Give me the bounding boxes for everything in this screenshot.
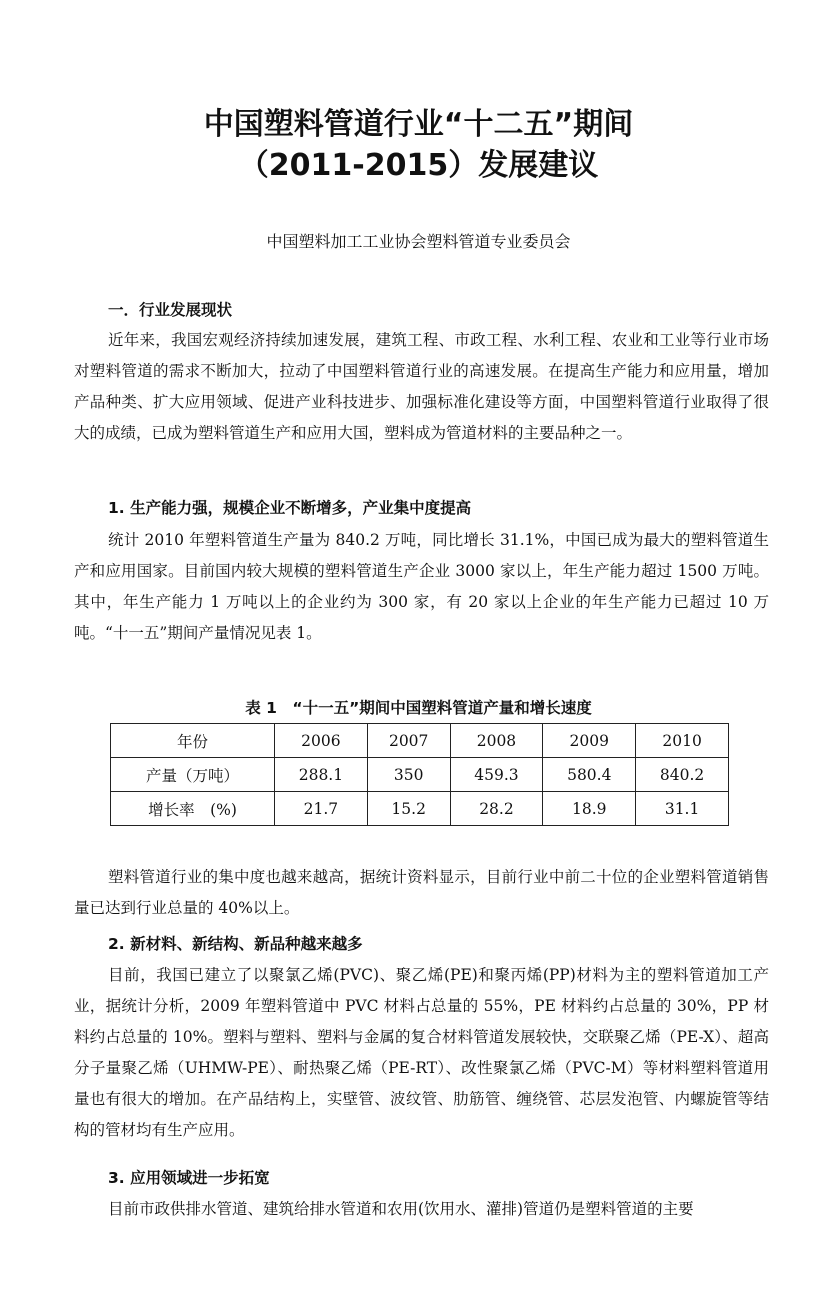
- subsection-3-heading: 3. 应用领域进一步拓宽: [108, 1169, 270, 1187]
- table-cell-output: 350: [367, 758, 450, 792]
- subsection-1-paragraph-2: 塑料管道行业的集中度也越来越高，据统计资料显示，目前行业中前二十位的企业塑料管道销售量已达到行业总量的 40%以上。: [74, 868, 769, 917]
- document-author: 中国塑料加工工业协会塑料管道专业委员会: [266, 232, 571, 251]
- table-cell-year: 2010: [636, 724, 729, 758]
- table-cell-growth: 31.1: [636, 792, 729, 826]
- table-cell-growth: 28.2: [450, 792, 543, 826]
- table-row-header: 年份: [111, 724, 275, 758]
- table-row-growth: [111, 792, 729, 826]
- subsection-2-heading: 2. 新材料、新结构、新品种越来越多: [108, 935, 363, 953]
- table-cell-output: 288.1: [275, 758, 368, 792]
- table-row-output: [111, 758, 729, 792]
- subsection-1-heading: 1. 生产能力强，规模企业不断增多，产业集中度提高: [108, 499, 472, 517]
- table-1-caption: 表 1 “十一五”期间中国塑料管道产量和增长速度: [245, 699, 592, 717]
- table-cell-output: 459.3: [450, 758, 543, 792]
- table-cell-year: 2007: [367, 724, 450, 758]
- production-table: [110, 723, 729, 826]
- table-row-header: 增长率 (%): [111, 792, 275, 826]
- table-cell-growth: 21.7: [275, 792, 368, 826]
- document-title-line-1: 中国塑料管道行业“十二五”期间: [203, 107, 634, 142]
- subsection-1-paragraph-1: 统计 2010 年塑料管道生产量为 840.2 万吨，同比增长 31.1%，中国已成为最大的塑料管道生产和应用国家。目前国内较大规模的塑料管道生产企业 3000 家以上，年生产能力超过 1500 万吨。其中，年生产能力 1 万吨以上的企业约为 300 家，有 20 家以上企业的年生产能力已超过 10 万吨。“十一五”期间产量情况见表 1。: [74, 531, 769, 642]
- table-cell-year: 2006: [275, 724, 368, 758]
- table-cell-year: 2009: [543, 724, 636, 758]
- subsection-3-paragraph: 目前市政供排水管道、建筑给排水管道和农用(饮用水、灌排)管道仍是塑料管道的主要: [108, 1200, 694, 1218]
- table-cell-output: 840.2: [636, 758, 729, 792]
- table-row-years: [111, 724, 729, 758]
- subsection-2-paragraph: 目前，我国已建立了以聚氯乙烯(PVC)、聚乙烯(PE)和聚丙烯(PP)材料为主的塑料管道加工产业，据统计分析，2009 年塑料管道中 PVC 材料占总量的 55%，PE 材料约占总量的 30%，PP 材料约占总量的 10%。塑料与塑料、塑料与金属的复合材料管道发展较快，交联聚乙烯（PE-X）、超高分子量聚乙烯（UHMW-PE）、耐热聚乙烯（PE-RT）、改性聚氯乙烯（PVC-M）等材料塑料管道用量也有很大的增加。在产品结构上，实壁管、波纹管、肋筋管、缠绕管、芯层发泡管、内螺旋管等结构的管材均有生产应用。: [74, 966, 769, 1139]
- table-cell-growth: 18.9: [543, 792, 636, 826]
- table-cell-growth: 15.2: [367, 792, 450, 826]
- table-cell-year: 2008: [450, 724, 543, 758]
- table-row-header: 产量（万吨）: [111, 758, 275, 792]
- table-cell-output: 580.4: [543, 758, 636, 792]
- section-1-intro-paragraph: 近年来，我国宏观经济持续加速发展，建筑工程、市政工程、水利工程、农业和工业等行业市场对塑料管道的需求不断加大，拉动了中国塑料管道行业的高速发展。在提高生产能力和应用量，增加产品种类、扩大应用领域、促进产业科技进步、加强标准化建设等方面，中国塑料管道行业取得了很大的成绩，已成为塑料管道生产和应用大国，塑料成为管道材料的主要品种之一。: [74, 331, 769, 442]
- section-1-heading: 一．行业发展现状: [108, 301, 233, 319]
- document-title-line-2: （2011-2015）发展建议: [238, 148, 599, 183]
